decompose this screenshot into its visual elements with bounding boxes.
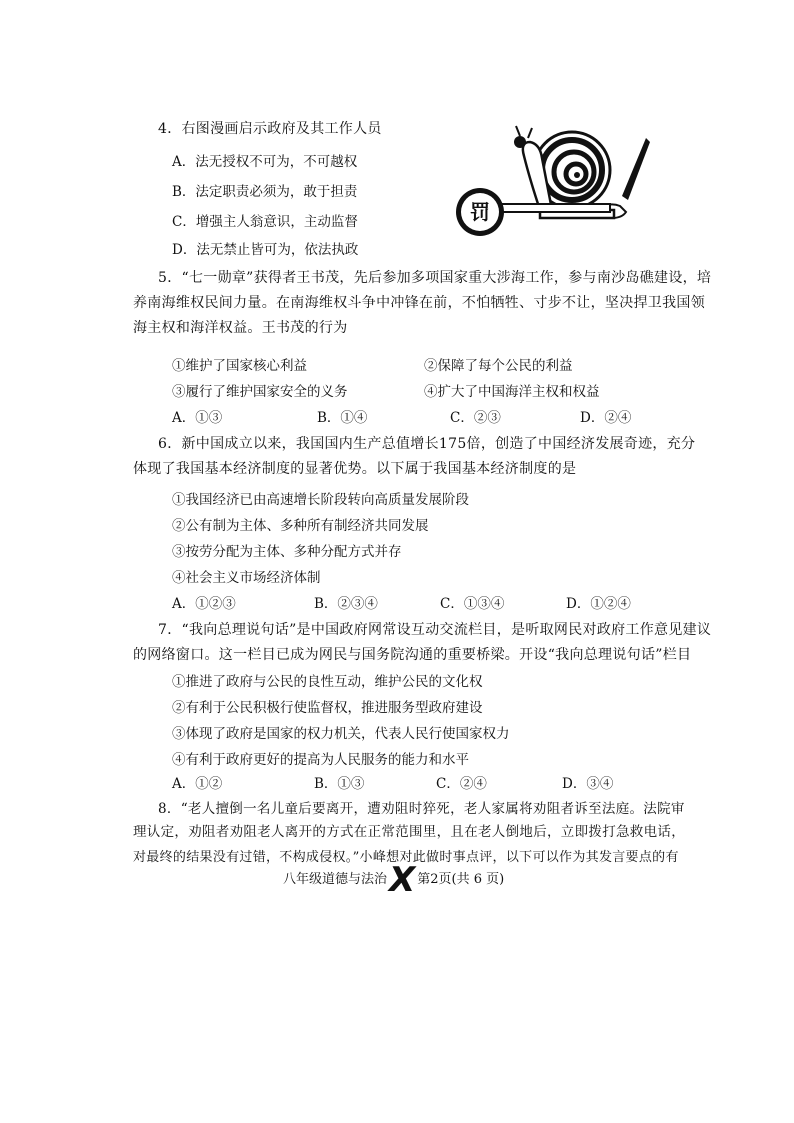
footer-subject: 八年级道德与法治 — [283, 872, 388, 887]
question-5-item-4: ④扩大了中国海洋主权和权益 — [424, 384, 600, 400]
question-8-line-3: 对最终的结果没有过错，不构成侵权。”小峰想对此做时事点评，以下可以作为其发言要点的有 — [133, 850, 679, 865]
question-7-choice-c: C．②④ — [436, 776, 487, 792]
question-8-stem — [158, 797, 685, 822]
rod-icon — [490, 204, 610, 212]
question-5-line-1: 5．“七一勋章”获得者王书茂，先后参加多项国家重大涉海工作，参与南沙岛礁建设，培 — [158, 270, 712, 286]
question-4-stem — [158, 117, 382, 142]
question-6-stem-cont — [133, 457, 576, 482]
question-7-line-2: 的网络窗口。这一栏目已成为网民与国务院沟通的重要桥梁。开设“我向总理说句话”栏目 — [133, 647, 692, 663]
snail-cartoon-illustration — [450, 120, 650, 250]
question-6-item-4: ④社会主义市场经济体制 — [172, 570, 321, 586]
question-6-choice-c: C．①③④ — [440, 596, 505, 612]
question-5-item-3: ③履行了维护国家安全的义务 — [172, 384, 348, 400]
question-6-stem — [158, 432, 695, 457]
question-4-option-b: B．法定职责必须为，敢于担责 — [172, 184, 358, 200]
question-5-choice-a: A．①③ — [172, 410, 223, 426]
question-7-choice-a: A．①② — [172, 776, 223, 792]
question-8-line-1: 8．“老人擅倒一名儿童后要离开，遭劝阻时猝死，老人家属将劝阻者诉至法庭。法院审 — [158, 801, 685, 817]
question-8-line-2: 理认定，劝阻者劝阻老人离开的方式在正常范围里，且在老人倒地后，立即拨打急救电话， — [133, 824, 685, 840]
question-7-item-4: ④有利于政府更好的提高为人民服务的能力和水平 — [172, 752, 469, 768]
question-6-item-3: ③按劳分配为主体、多种分配方式并存 — [172, 544, 402, 560]
question-4-option-c: C．增强主人翁意识，主动监督 — [172, 214, 358, 230]
question-7-stem — [158, 618, 711, 643]
question-5-item-2: ②保障了每个公民的利益 — [424, 358, 573, 374]
question-7-choice-b: B．①③ — [314, 776, 365, 792]
question-6-line-2: 体现了我国基本经济制度的显著优势。以下属于我国基本经济制度的是 — [133, 461, 577, 477]
footer-page-number: 第2页(共 6 页) — [417, 872, 505, 887]
penalty-sign-text: 罚 — [470, 200, 490, 224]
question-6-choice-a: A．①②③ — [172, 596, 236, 612]
question-6-line-1: 6．新中国成立以来，我国国内生产总值增长175倍，创造了中国经济发展奇迹，充分 — [158, 436, 696, 452]
pen-icon — [622, 138, 650, 200]
question-6-item-2: ②公有制为主体、多种所有制经济共同发展 — [172, 518, 429, 534]
question-6-item-1: ①我国经济已由高速增长阶段转向高质量发展阶段 — [172, 492, 469, 508]
page-footer — [283, 859, 505, 900]
question-5-choice-b: B．①④ — [317, 410, 368, 426]
question-7-choice-d: D．③④ — [562, 776, 614, 792]
question-5-choice-c: C．②③ — [450, 410, 501, 426]
question-5-choice-d: D．②④ — [580, 410, 632, 426]
question-7-item-3: ③体现了政府是国家的权力机关，代表人民行使国家权力 — [172, 726, 510, 742]
question-5-line-2: 养南海维权民间力量。在南海维权斗争中冲锋在前，不怕牺牲、寸步不让，坚决捍卫我国领 — [133, 295, 705, 311]
question-4-option-a: A．法无授权不可为，不可越权 — [172, 154, 358, 170]
question-7-line-1: 7．“我向总理说句话”是中国政府网常设互动交流栏目，是听取网民对政府工作意见建议 — [158, 622, 712, 638]
question-4-stem-text: 4．右图漫画启示政府及其工作人员 — [158, 121, 382, 137]
question-6-choice-b: B．②③④ — [314, 596, 378, 612]
question-6-choice-d: D．①②④ — [566, 596, 631, 612]
question-5-stem — [158, 266, 711, 291]
question-7-item-1: ①推进了政府与公民的良性互动，维护公民的文化权 — [172, 674, 483, 690]
question-5-item-1: ①维护了国家核心利益 — [172, 358, 307, 374]
question-7-item-2: ②有利于公民积极行使监督权，推进服务型政府建设 — [172, 700, 483, 716]
question-5-stem-cont — [133, 291, 705, 341]
footer-watermark-mark: X — [389, 859, 416, 900]
question-4-option-d: D．法无禁止皆可为，依法执政 — [172, 242, 359, 258]
question-5-line-3: 海主权和海洋权益。王书茂的行为 — [133, 320, 348, 336]
question-7-stem-cont — [133, 643, 691, 668]
